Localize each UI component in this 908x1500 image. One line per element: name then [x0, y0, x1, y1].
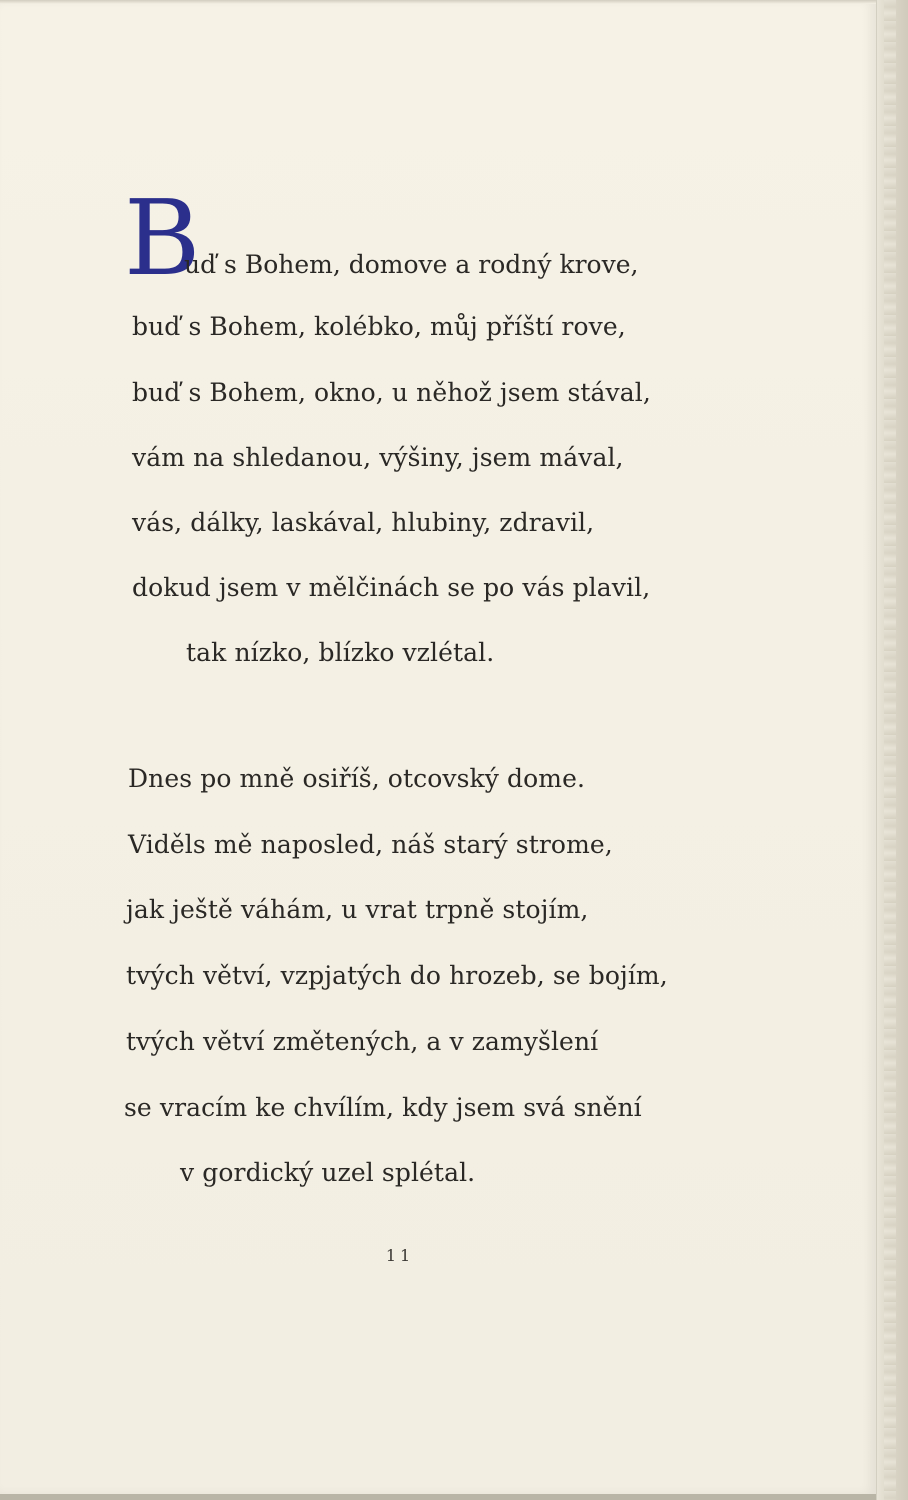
poem-line-indented: tak nízko, blízko vzlétal.: [186, 638, 495, 667]
poem-line: vám na shledanou, výšiny, jsem mával,: [132, 443, 624, 472]
poem-line: jak ještě váhám, u vrat trpně stojím,: [126, 895, 589, 924]
poem-line: tvých větví změtených, a v zamyšlení: [126, 1027, 599, 1056]
drop-cap-initial: B: [124, 177, 201, 299]
poem-line: Dnes po mně osiříš, otcovský dome.: [128, 764, 586, 793]
poem-line: se vracím ke chvílím, kdy jsem svá snění: [124, 1093, 642, 1122]
poem-line: uď s Bohem, domove a rodný krove,: [184, 250, 639, 279]
page-top-edge: [0, 0, 876, 4]
poem-line: buď s Bohem, kolébko, můj příští rove,: [132, 312, 626, 341]
poem-line: Viděls mě naposled, náš starý strome,: [128, 830, 613, 859]
poem-line: vás, dálky, laskával, hlubiny, zdravil,: [132, 508, 595, 537]
poem-line: buď s Bohem, okno, u něhož jsem stával,: [132, 378, 651, 407]
poem-line: dokud jsem v mělčinách se po vás plavil,: [132, 573, 651, 602]
page-number: 11: [385, 1246, 415, 1265]
poem-line-indented: v gordický uzel splétal.: [180, 1158, 476, 1187]
deckle-texture: [884, 0, 896, 1500]
poem-line: tvých větví, vzpjatých do hrozeb, se bojím,: [126, 961, 668, 990]
